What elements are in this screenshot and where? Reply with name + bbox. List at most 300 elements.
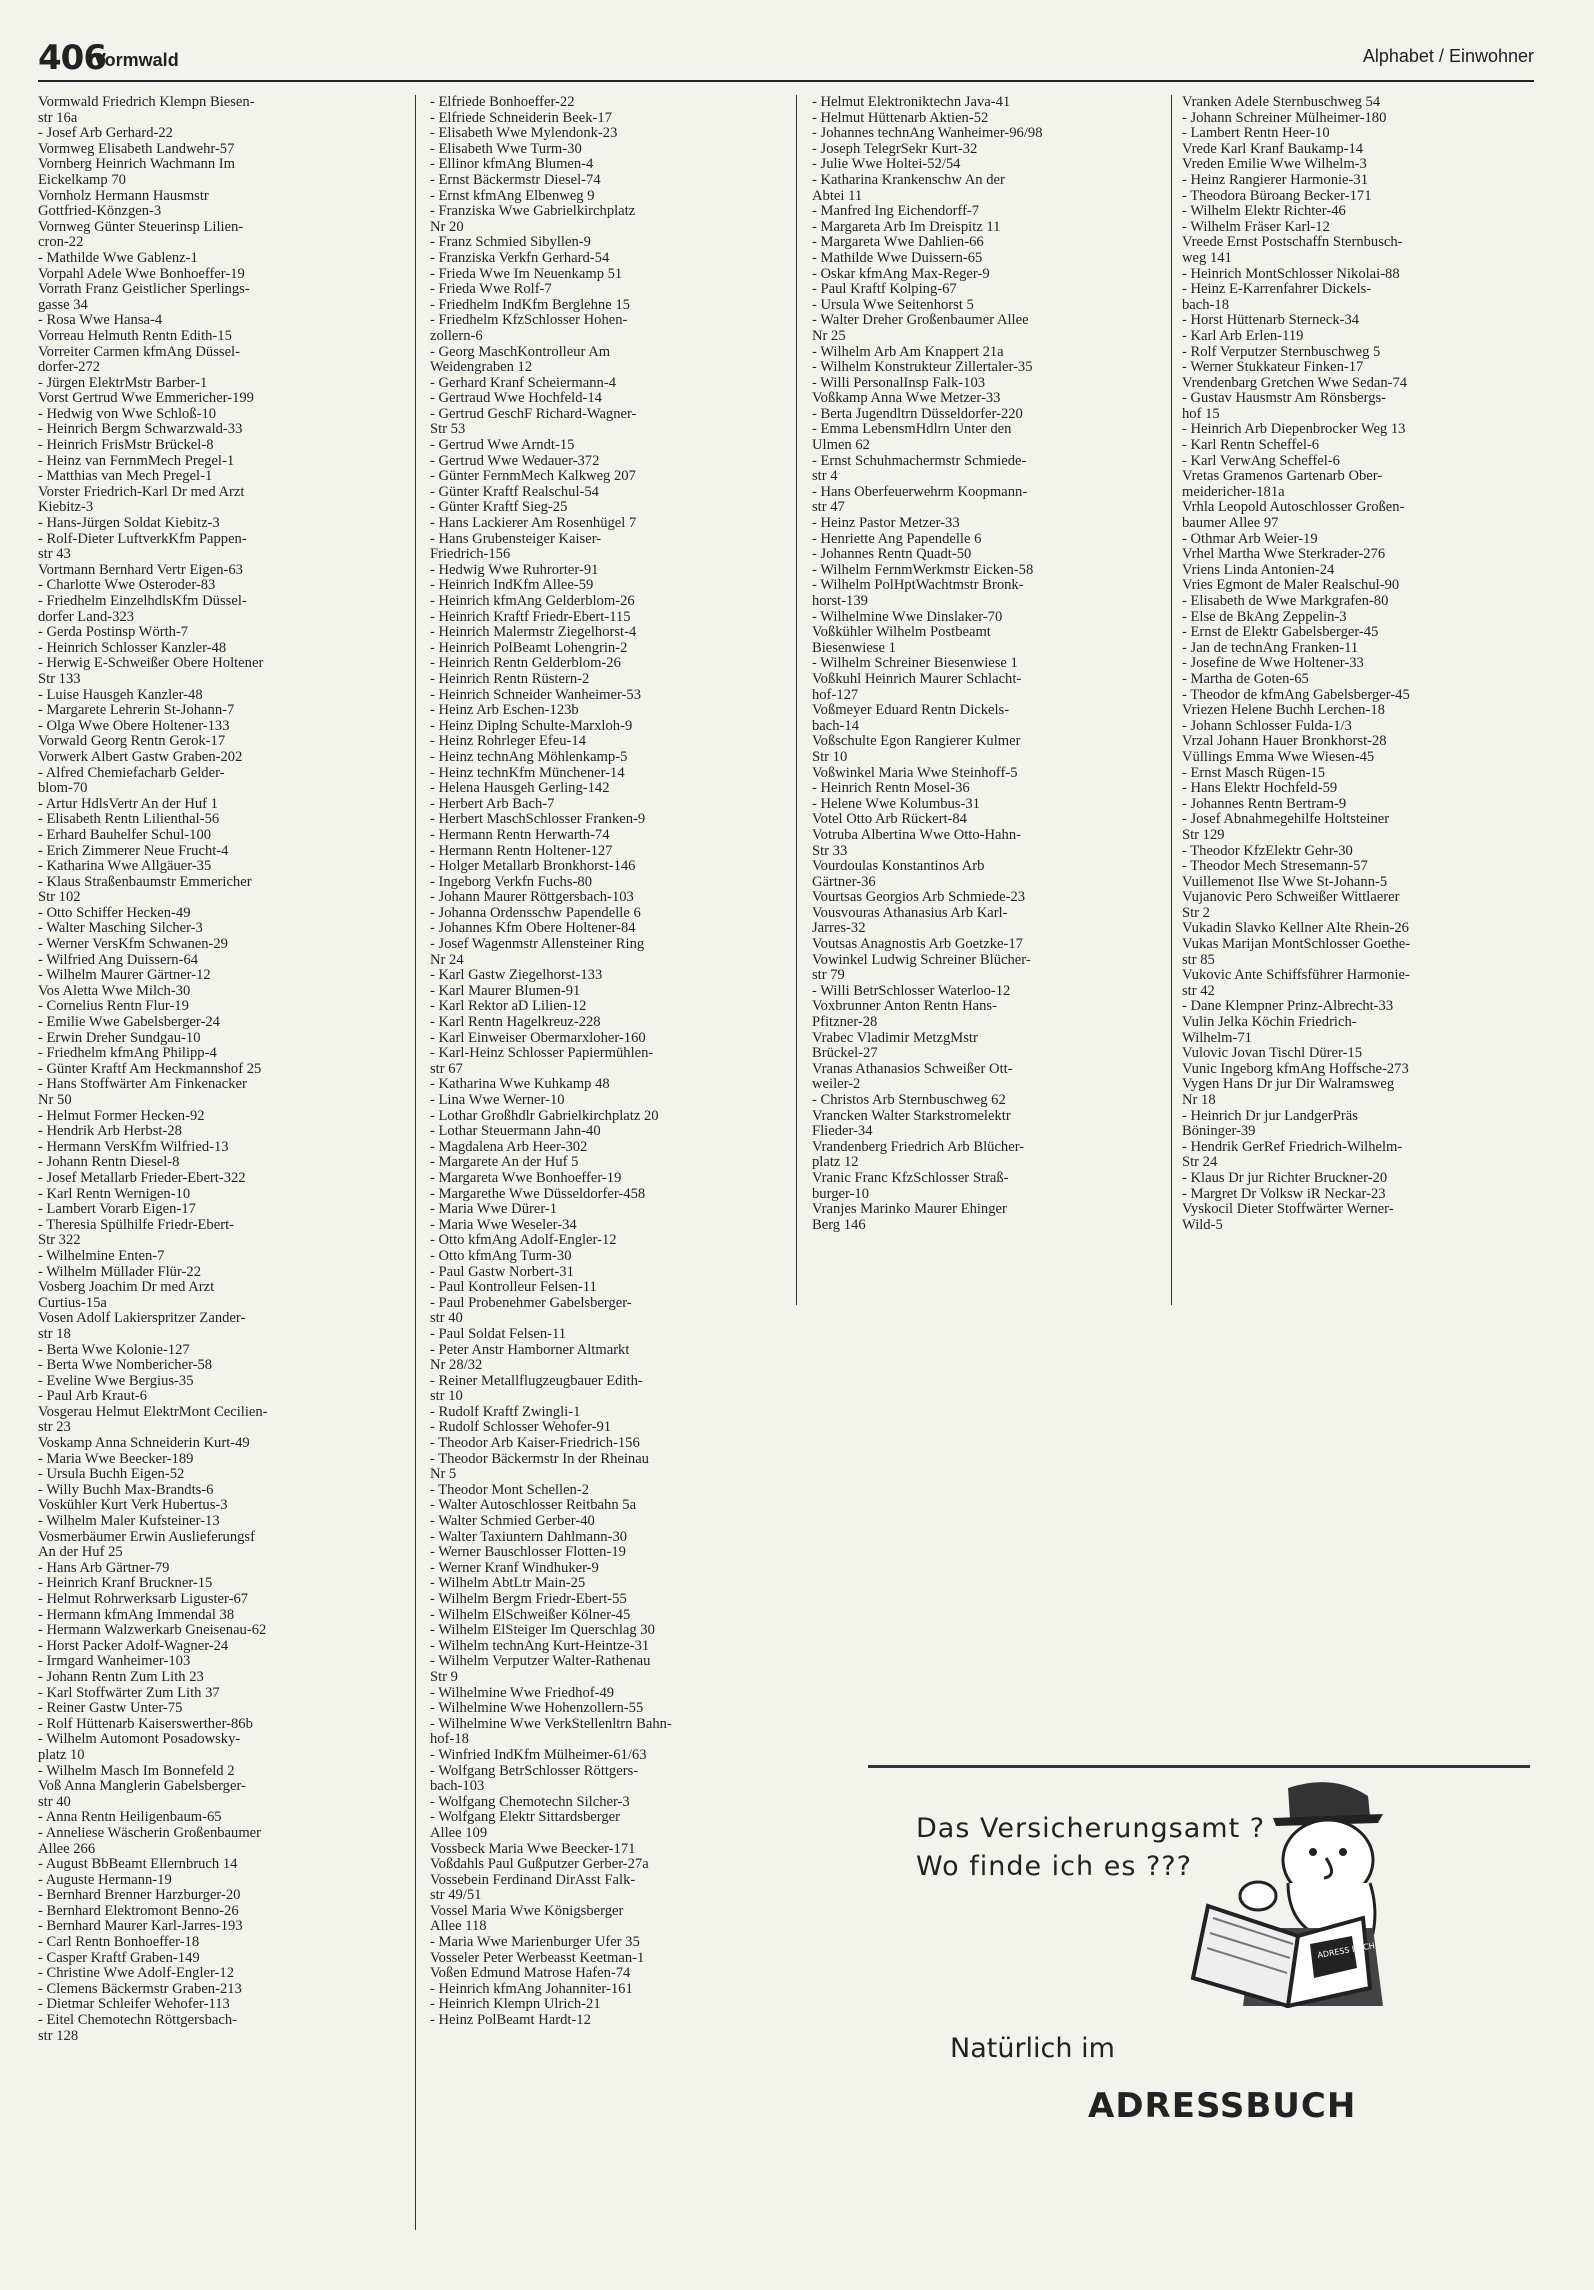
ad-answer: Natürlich im [950,2033,1115,2064]
directory-entry: - Anneliese Wäscherin Großenbaumer [38,1824,262,1841]
directory-entry: - Friedhelm EinzelhdlsKfm Düssel- [38,593,247,609]
directory-entry: - Hans Lackierer Am Rosenhügel 7 [430,515,637,532]
directory-entry: - Helmut Former Hecken-92 [38,1107,205,1124]
directory-entry: - Julie Wwe Holtei-52/54 [812,156,961,173]
directory-entry: burger-10 [812,1185,869,1202]
directory-entry: Vrancken Walter Starkstromelektr [812,1107,1011,1124]
directory-entry: - Manfred Ing Eichendorff-7 [812,203,980,220]
directory-entry: bach-14 [812,717,860,734]
directory-entry: cron-22 [38,234,84,251]
directory-entry: - Frieda Wwe Rolf-7 [430,281,552,298]
directory-entry: - Günter FernmMech Kalkweg 207 [430,468,636,485]
directory-entry: - Heinrich Bergm Schwarzwald-33 [38,421,243,438]
book-title-text: ADRESS BUCH [1316,1941,1376,1960]
directory-entry: Vrhla Leopold Autoschlosser Großen- [1182,499,1405,516]
directory-entry: - Gustav Hausmstr Am Rönsbergs- [1182,390,1387,407]
directory-entry: str 18 [38,1325,71,1342]
directory-entry: Vosberg Joachim Dr med Arzt [38,1279,215,1296]
directory-entry: Vourdoulas Konstantinos Arb [812,858,985,875]
directory-entry: Vriezen Helene Buchh Lerchen-18 [1182,702,1385,719]
directory-entry: Vorwerk Albert Gastw Graben-202 [38,748,243,765]
ad-brand: ADRESSBUCH [1088,2086,1357,2126]
directory-entry: Vukas Marijan MontSchlosser Goethe- [1182,936,1411,953]
directory-entry: - Hedwig Wwe Ruhrorter-91 [430,561,599,578]
directory-entry: - Rolf-Dieter LuftverkKfm Pappen- [38,530,247,547]
directory-entry: - Heinz van FernmMech Pregel-1 [38,452,235,469]
directory-entry: Str 53 [430,421,466,438]
directory-entry: - Wolfgang Chemotechn Silcher-3 [430,1793,630,1810]
directory-entry: - Theodor Bäckermstr In der Rheinau [430,1450,649,1467]
directory-entry: - Walter Masching Silcher-3 [38,920,203,937]
directory-entry: - Wilhelm ElSteiger Im Querschlag 30 [430,1622,655,1639]
directory-entry: Vukovic Ante Schiffsführer Harmonie- [1182,967,1410,984]
ad-question-line: Das Versicherungsamt ? [916,1813,1266,1844]
directory-entry: Voutsas Anagnostis Arb Goetzke-17 [812,936,1023,953]
directory-entry: baumer Allee 97 [1182,515,1279,532]
directory-entry: Vrendenbarg Gretchen Wwe Sedan-74 [1182,374,1408,391]
directory-entry: Str 9 [430,1668,458,1685]
directory-entry: - Wolfgang Elektr Sittardsberger [430,1809,620,1826]
directory-entry: - Rudolf Kraftf Zwingli-1 [430,1403,581,1420]
directory-entry: str 10 [430,1388,463,1405]
directory-entry: - Bernhard Maurer Karl-Jarres-193 [38,1918,243,1935]
directory-entry: - Wilhelmine Enten-7 [38,1247,165,1264]
directory-entry: - Karl Arb Erlen-119 [1182,327,1304,344]
directory-entry: - Reiner Gastw Unter-75 [38,1700,183,1717]
directory-entry: meidericher-181a [1182,483,1285,500]
directory-entry: - Franziska Verkfn Gerhard-54 [430,249,610,266]
directory-entry: Vossel Maria Wwe Königsberger [430,1902,624,1919]
directory-entry: Vujanovic Pero Schweißer Wittlaerer [1182,889,1400,906]
directory-entry: - Heinz technAng Möhlenkamp-5 [430,748,628,765]
directory-entry: - Wilhelm Automont Posadowsky- [38,1731,241,1748]
directory-entry: - Lambert Rentn Heer-10 [1182,125,1330,142]
directory-entry: - Maria Wwe Dürer-1 [430,1201,558,1218]
directory-entry: - Elfriede Bonhoeffer-22 [430,94,575,110]
directory-entry: - Helmut Elektroniktechn Java-41 [812,94,1011,110]
directory-entry: - Theodora Büroang Becker-171 [1182,187,1372,204]
directory-entry: - Elisabeth Rentn Lilienthal-56 [38,811,220,828]
directory-entry: - Else de BkAng Zeppelin-3 [1182,608,1347,625]
directory-entry: - Reiner Metallflugzeugbauer Edith- [430,1372,643,1389]
directory-entry: - Elisabeth de Wwe Markgrafen-80 [1182,593,1389,609]
directory-column-3 [812,95,1182,1233]
directory-entry: bach-18 [1182,296,1230,313]
directory-entry: str 128 [38,2027,79,2044]
directory-entry: Vorpahl Adele Wwe Bonhoeffer-19 [38,265,245,282]
directory-entry: - Wilhelm Elektr Richter-46 [1182,203,1346,220]
directory-entry: - Maria Wwe Beecker-189 [38,1450,194,1467]
directory-entry: - Heinrich IndKfm Allee-59 [430,577,594,594]
directory-entry: - Friedhelm KfzSchlosser Hohen- [430,312,628,329]
directory-entry: - Ingeborg Verkfn Fuchs-80 [430,873,592,890]
directory-entry: - Günter Kraftf Realschul-54 [430,483,599,500]
directory-entry: - Karl Rektor aD Lilien-12 [430,998,587,1015]
directory-entry: Curtius-15a [38,1294,107,1311]
directory-entry: str 47 [812,499,845,516]
directory-entry: - Josef Arb Gerhard-22 [38,125,173,142]
directory-entry: Str 33 [812,842,848,859]
directory-entry: - Emma LebensmHdlrn Unter den [812,421,1012,438]
directory-entry: Brückel-27 [812,1045,878,1062]
directory-entry: Flieder-34 [812,1123,873,1140]
directory-entry: platz 12 [812,1154,859,1171]
directory-entry: - Günter Kraftf Am Heckmannshof 25 [38,1060,262,1077]
directory-entry: Vreden Emilie Wwe Wilhelm-3 [1182,156,1367,173]
directory-entry: - Emilie Wwe Gabelsberger-24 [38,1014,220,1031]
directory-entry: Friedrich-156 [430,546,511,563]
directory-entry: Vossbeck Maria Wwe Beecker-171 [430,1840,636,1857]
directory-entry: Nr 50 [38,1092,72,1108]
directory-entry: - Heinrich Rentn Gelderblom-26 [430,655,621,672]
directory-entry: str 40 [38,1793,71,1810]
directory-entry: - Winfried IndKfm Mülheimer-61/63 [430,1746,647,1763]
directory-entry: Vretas Gramenos Gartenarb Ober- [1182,468,1383,485]
directory-entry: - Wilhelmine Wwe VerkStellenltrn Bahn- [430,1715,672,1732]
directory-entry: horst-139 [812,593,868,609]
directory-entry: Vorst Gertrud Wwe Emmericher-199 [38,390,254,407]
directory-entry: - Johannes Rentn Bertram-9 [1182,795,1347,812]
directory-entry: - Heinz Rohrleger Efeu-14 [430,733,587,750]
directory-entry: - Heinrich Schneider Wanheimer-53 [430,686,642,703]
directory-entry: - Wilhelm technAng Kurt-Heintze-31 [430,1637,650,1654]
directory-entry: - Friedhelm kfmAng Philipp-4 [38,1045,217,1062]
directory-entry: - Karl Rentn Wernigen-10 [38,1185,191,1202]
directory-entry: Voßdahls Paul Gußputzer Gerber-27a [430,1856,649,1873]
directory-entry: - Hans-Jürgen Soldat Kiebitz-3 [38,515,220,532]
directory-entry: Weidengraben 12 [430,359,533,376]
directory-entry: - Dane Klempner Prinz-Albrecht-33 [1182,998,1394,1015]
directory-entry: - Heinz technKfm Münchener-14 [430,764,625,781]
directory-entry: - Friedhelm IndKfm Berglehne 15 [430,296,630,313]
directory-entry: Vrede Karl Kranf Baukamp-14 [1182,140,1364,157]
directory-entry: - Wilhelm Konstrukteur Zillertaler-35 [812,359,1033,376]
directory-entry: - Hermann Rentn Herwarth-74 [430,826,610,843]
directory-entry: - Wolfgang BetrSchlosser Röttgers- [430,1762,639,1779]
directory-entry: - Wilhelm Schreiner Biesenwiese 1 [812,655,1018,672]
directory-entry: - Wilhelm ElSchweißer Kölner-45 [430,1606,631,1623]
directory-entry: str 4 [812,468,838,485]
directory-entry: - Karl Stoffwärter Zum Lith 37 [38,1684,220,1701]
directory-entry: Vormweg Elisabeth Landwehr-57 [38,140,235,157]
directory-entry: - Heinrich Klempn Ulrich-21 [430,1996,601,2013]
directory-entry: - Lambert Vorarb Eigen-17 [38,1201,196,1218]
hat-icon [1288,1782,1370,1818]
directory-entry: - Wilhelm FernmWerkmstr Eicken-58 [812,561,1034,578]
directory-entry: Nr 18 [1182,1092,1216,1108]
directory-entry: - Maria Wwe Weseler-34 [430,1216,577,1233]
directory-entry: str 67 [430,1060,463,1077]
directory-entry: - Bernhard Elektromont Benno-26 [38,1902,239,1919]
directory-entry: Ulmen 62 [812,437,870,454]
directory-entry: - Katharina Wwe Kuhkamp 48 [430,1076,610,1093]
directory-entry: - Martha de Goten-65 [1182,670,1309,687]
directory-entry: str 79 [812,967,845,984]
directory-entry: Voßkühler Wilhelm Postbeamt [812,624,991,641]
directory-entry: hof-18 [430,1731,469,1748]
directory-entry: hof 15 [1182,405,1220,422]
directory-entry: - Willi PersonalInsp Falk-103 [812,374,986,391]
directory-entry: Voßmeyer Eduard Rentn Dickels- [812,702,1010,719]
directory-entry: - Ernst kfmAng Elbenweg 9 [430,187,595,204]
directory-entry: - Wilhelm Verputzer Walter-Rathenau [430,1653,651,1670]
directory-entry: - Hermann VersKfm Wilfried-13 [38,1138,229,1155]
directory-entry: - Gerda Postinsp Wörth-7 [38,624,189,641]
directory-entry: - Ernst Schuhmachermstr Schmiede- [812,452,1027,469]
directory-entry: - Othmar Arb Weier-19 [1182,530,1318,547]
directory-entry: - Rosa Wwe Hansa-4 [38,312,163,329]
directory-entry: - Günter Kraftf Sieg-25 [430,499,568,516]
directory-entry: Vorreau Helmuth Rentn Edith-15 [38,327,232,344]
directory-entry: - Heinrich Arb Diepenbrocker Weg 13 [1182,421,1406,438]
directory-entry: - Elisabeth Wwe Turm-30 [430,140,582,157]
directory-entry: Vortmann Bernhard Vertr Eigen-63 [38,561,243,578]
directory-entry: Voßkuhl Heinrich Maurer Schlacht- [812,670,1022,687]
directory-entry: - Ursula Wwe Seitenhorst 5 [812,296,974,313]
directory-entry: - Johann Schlosser Fulda-1/3 [1182,717,1352,734]
directory-entry: Vorrath Franz Geistlicher Sperlings- [38,281,250,298]
directory-entry: - Herbert MaschSchlosser Franken-9 [430,811,646,828]
directory-entry: Voxbrunner Anton Rentn Hans- [812,998,997,1015]
directory-entry: - Hans Arb Gärtner-79 [38,1559,170,1576]
directory-entry: - Klaus Straßenbaumstr Emmericher [38,873,252,890]
directory-entry: - Hermann Rentn Holtener-127 [430,842,613,859]
directory-entry: - Johann Maurer Röttgersbach-103 [430,889,634,906]
directory-entry: Vranjes Marinko Maurer Ehinger [812,1201,1007,1218]
directory-entry: Voskamp Anna Schneiderin Kurt-49 [38,1435,250,1452]
directory-entry: - Hendrik GerRef Friedrich-Wilhelm- [1182,1138,1403,1155]
directory-entry: - Karl Maurer Blumen-91 [430,982,581,999]
directory-entry: blom-70 [38,780,88,797]
directory-entry: - Christos Arb Sternbuschweg 62 [812,1092,1006,1108]
directory-entry: Vousvouras Athanasius Arb Karl- [812,904,1008,921]
directory-entry: - Paul Kontrolleur Felsen-11 [430,1279,597,1296]
directory-entry: weg 141 [1182,249,1232,266]
directory-entry: Voßen Edmund Matrose Hafen-74 [430,1965,631,1982]
directory-entry: dorfer Land-323 [38,608,135,625]
directory-entry: - Gertrud Wwe Arndt-15 [430,437,575,454]
directory-entry: Vrabec Vladimir MetzgMstr [812,1029,978,1046]
directory-entry: - Mathilde Wwe Duissern-65 [812,249,983,266]
directory-entry: Böninger-39 [1182,1123,1256,1140]
directory-entry: - Ernst Bäckermstr Diesel-74 [430,171,601,188]
directory-entry: - Heinrich kfmAng Johanniter-161 [430,1980,633,1997]
directory-entry: str 42 [1182,982,1215,999]
directory-entry: - Rolf Verputzer Sternbuschweg 5 [1182,343,1381,360]
directory-entry: - Berta Wwe Kolonie-127 [38,1341,190,1358]
directory-entry: - Walter Schmied Gerber-40 [430,1513,595,1530]
directory-entry: - Rudolf Schlosser Wehofer-91 [430,1419,612,1436]
directory-entry: Kiebitz-3 [38,499,94,516]
directory-column-2 [430,95,800,2029]
directory-entry: - Margarete Lehrerin St-Johann-7 [38,702,235,719]
directory-entry: - Erhard Bauhelfer Schul-100 [38,826,212,843]
directory-entry: Vyskocil Dieter Stoffwärter Werner- [1182,1201,1394,1218]
directory-entry: - Alfred Chemiefacharb Gelder- [38,764,225,781]
directory-entry: - Johanna Ordensschw Papendelle 6 [430,904,641,921]
directory-entry: - Paul Soldat Felsen-11 [430,1325,567,1342]
directory-entry: - Otto Schiffer Hecken-49 [38,904,191,921]
directory-entry: - Theresia Spülhilfe Friedr-Ebert- [38,1216,234,1233]
directory-entry: - Henriette Ang Papendelle 6 [812,530,982,547]
directory-entry: Voßwinkel Maria Wwe Steinhoff-5 [812,764,1018,781]
directory-entry: - Willi BetrSchlosser Waterloo-12 [812,982,1011,999]
directory-entry: - Wilhelm PolHptWachtmstr Bronk- [812,577,1024,594]
directory-entry: Nr 28/32 [430,1357,483,1374]
directory-entry: - Hedwig von Wwe Schloß-10 [38,405,217,422]
directory-entry: - Heinrich Rentn Mosel-36 [812,780,970,797]
directory-entry: - Margareta Wwe Bonhoeffer-19 [430,1169,622,1186]
directory-entry: - Hans Elektr Hochfeld-59 [1182,780,1338,797]
directory-entry: - Heinrich Rentn Rüstern-2 [430,670,590,687]
directory-entry: - Carl Rentn Bonhoeffer-18 [38,1934,200,1951]
directory-entry: - Heinrich kfmAng Gelderblom-26 [430,593,635,609]
directory-entry: - Klaus Dr jur Richter Bruckner-20 [1182,1169,1388,1186]
directory-entry: Berg 146 [812,1216,866,1233]
directory-column-4 [1182,95,1542,1233]
directory-entry: - Margarete An der Huf 5 [430,1154,579,1171]
directory-entry: Vygen Hans Dr jur Dir Walramsweg [1182,1076,1395,1093]
directory-entry: zollern-6 [430,327,483,344]
directory-entry: - Erwin Dreher Sundgau-10 [38,1029,201,1046]
directory-entry: - Wilhelmine Wwe Dinslaker-70 [812,608,1003,625]
directory-entry: Vranic Franc KfzSchlosser Straß- [812,1169,1009,1186]
directory-entry: - Wilhelmine Wwe Friedhof-49 [430,1684,615,1701]
directory-entry: - Casper Kraftf Graben-149 [38,1949,200,1966]
directory-entry: Vossebein Ferdinand DirAsst Falk- [430,1871,636,1888]
directory-entry: Pfitzner-28 [812,1014,878,1031]
directory-entry: - Ernst de Elektr Gabelsberger-45 [1182,624,1379,641]
directory-entry: str 40 [430,1310,463,1327]
section-title: Alphabet / Einwohner [1362,46,1534,66]
directory-entry: - Hans Stoffwärter Am Finkenacker [38,1076,247,1093]
directory-entry: - Werner Kranf Windhuker-9 [430,1559,599,1576]
directory-entry: - Wilhelm Maler Kufsteiner-13 [38,1513,220,1530]
directory-entry: - Artur HdlsVertr An der Huf 1 [38,795,218,812]
directory-entry: - Wilhelm Fräser Karl-12 [1182,218,1330,235]
directory-entry: Vosseler Peter Werbeasst Keetman-1 [430,1949,645,1966]
directory-entry: - Elisabeth Wwe Mylendonk-23 [430,125,618,142]
directory-entry: - Heinrich MontSchlosser Nikolai-88 [1182,265,1400,282]
directory-entry: - Walter Taxiuntern Dahlmann-30 [430,1528,628,1545]
directory-entry: - Berta Wwe Nombericher-58 [38,1357,213,1374]
directory-entry: - Herbert Arb Bach-7 [430,795,555,812]
column-divider [415,95,416,2230]
reading-man-illustration [1138,1768,1438,2008]
directory-entry: - Karl Gastw Ziegelhorst-133 [430,967,603,984]
directory-entry: - Wilhelm Maurer Gärtner-12 [38,967,211,984]
directory-entry: Abtei 11 [812,187,863,204]
directory-entry: - Paul Kraftf Kolping-67 [812,281,957,298]
directory-entry: platz 10 [38,1746,85,1763]
directory-entry: - Franziska Wwe Gabrielkirchplatz [430,203,636,220]
directory-entry: Allee 118 [430,1918,487,1935]
directory-entry: - Paul Gastw Norbert-31 [430,1263,574,1280]
directory-entry: - Eveline Wwe Bergius-35 [38,1372,194,1389]
directory-entry: - Lina Wwe Werner-10 [430,1092,565,1108]
directory-entry: Vorwald Georg Rentn Gerok-17 [38,733,226,750]
directory-entry: - Irmgard Wanheimer-103 [38,1653,191,1670]
directory-entry: - Josefine de Wwe Holtener-33 [1182,655,1364,672]
directory-entry: - Theodor Arb Kaiser-Friedrich-156 [430,1435,640,1452]
directory-entry: Vorster Friedrich-Karl Dr med Arzt [38,483,245,500]
directory-entry: Vornholz Hermann Hausmstr [38,187,209,204]
directory-entry: - Wilhelmine Wwe Hohenzollern-55 [430,1700,644,1717]
directory-entry: Vulin Jelka Köchin Friedrich- [1182,1014,1357,1031]
directory-entry: - Auguste Hermann-19 [38,1871,172,1888]
directory-entry: - Anna Rentn Heiligenbaum-65 [38,1809,222,1826]
page-header [38,38,1534,82]
directory-entry: - Karl Einweiser Obermarxloher-160 [430,1029,646,1046]
directory-entry: - Margarethe Wwe Düsseldorfer-458 [430,1185,646,1202]
directory-entry: - Heinrich Schlosser Kanzler-48 [38,639,227,656]
directory-entry: Str 24 [1182,1154,1218,1171]
directory-entry: Vornweg Günter Steuerinsp Lilien- [38,218,244,235]
directory-entry: Nr 5 [430,1466,457,1483]
directory-entry: - Magdalena Arb Heer-302 [430,1138,588,1155]
directory-entry: - Heinz PolBeamt Hardt-12 [430,2012,591,2029]
directory-entry: Nr 20 [430,218,464,235]
directory-entry: - Gertrud GeschF Richard-Wagner- [430,405,637,422]
directory-entry: - Wilhelm Bergm Friedr-Ebert-55 [430,1591,627,1607]
directory-entry: - Josef Metallarb Frieder-Ebert-322 [38,1169,246,1186]
directory-entry: Vos Aletta Wwe Milch-30 [38,982,191,999]
directory-entry: Vranas Athanasios Schweißer Ott- [812,1060,1013,1077]
directory-entry: - Helmut Hüttenarb Aktien-52 [812,109,989,126]
directory-entry: - Holger Metallarb Bronkhorst-146 [430,858,636,875]
directory-entry: Wilhelm-71 [1182,1029,1252,1046]
directory-entry: - Erich Zimmerer Neue Frucht-4 [38,842,229,859]
directory-entry: - Oskar kfmAng Max-Reger-9 [812,265,990,282]
directory-entry: Vranken Adele Sternbuschweg 54 [1182,94,1381,110]
directory-entry: - Luise Hausgeh Kanzler-48 [38,686,203,703]
directory-entry: Vosgerau Helmut ElektrMont Cecilien- [38,1403,268,1420]
directory-entry: - Eitel Chemotechn Röttgersbach- [38,2012,237,2029]
directory-entry: - Katharina Krankenschw An der [812,171,1005,188]
directory-entry: - Werner VersKfm Schwanen-29 [38,936,228,953]
directory-entry: - Wilhelm Müllader Flür-22 [38,1263,202,1280]
directory-entry: - Johann Schreiner Mülheimer-180 [1182,109,1387,126]
directory-entry: - Heinz E-Karrenfahrer Dickels- [1182,281,1372,298]
directory-entry: Str 10 [812,748,848,765]
directory-entry: Str 2 [1182,904,1210,921]
directory-entry: - Christine Wwe Adolf-Engler-12 [38,1965,235,1982]
directory-entry: - August BbBeamt Ellernbruch 14 [38,1856,238,1873]
directory-entry: Vrandenberg Friedrich Arb Blücher- [812,1138,1025,1155]
directory-entry: Gärtner-36 [812,873,876,890]
directory-entry: - Mathilde Wwe Gablenz-1 [38,249,198,266]
directory-entry: - Walter Autoschlosser Reitbahn 5a [430,1497,637,1514]
directory-entry: Votel Otto Arb Rückert-84 [812,811,967,828]
directory-entry: str 85 [1182,951,1215,968]
directory-entry: - Helmut Rohrwerksarb Liguster-67 [38,1591,249,1607]
directory-entry: Vrhel Martha Wwe Sterkrader-276 [1182,546,1386,563]
directory-entry: Vorreiter Carmen kfmAng Düssel- [38,343,240,360]
ad-question-line: Wo finde ich es ??? [916,1851,1192,1882]
directory-entry: - Cornelius Rentn Flur-19 [38,998,189,1015]
directory-entry: - Franz Schmied Sibyllen-9 [430,234,591,251]
directory-entry: - Lothar Großhdlr Gabrielkirchplatz 20 [430,1107,659,1124]
directory-entry: Str 102 [38,889,81,906]
directory-entry: - Dietmar Schleifer Wehofer-113 [38,1996,230,2013]
directory-entry: - Theodor de kfmAng Gabelsberger-45 [1182,686,1410,703]
directory-entry: - Heinrich FrisMstr Brückel-8 [38,437,214,454]
directory-entry: - Matthias van Mech Pregel-1 [38,468,213,485]
directory-entry: - Heinz Rangierer Harmonie-31 [1182,171,1368,188]
directory-entry: - Heinrich Dr jur LandgerPräs [1182,1107,1358,1124]
directory-entry: - Hermann kfmAng Immendal 38 [38,1606,235,1623]
directory-entry: - Clemens Bäckermstr Graben-213 [38,1980,242,1997]
